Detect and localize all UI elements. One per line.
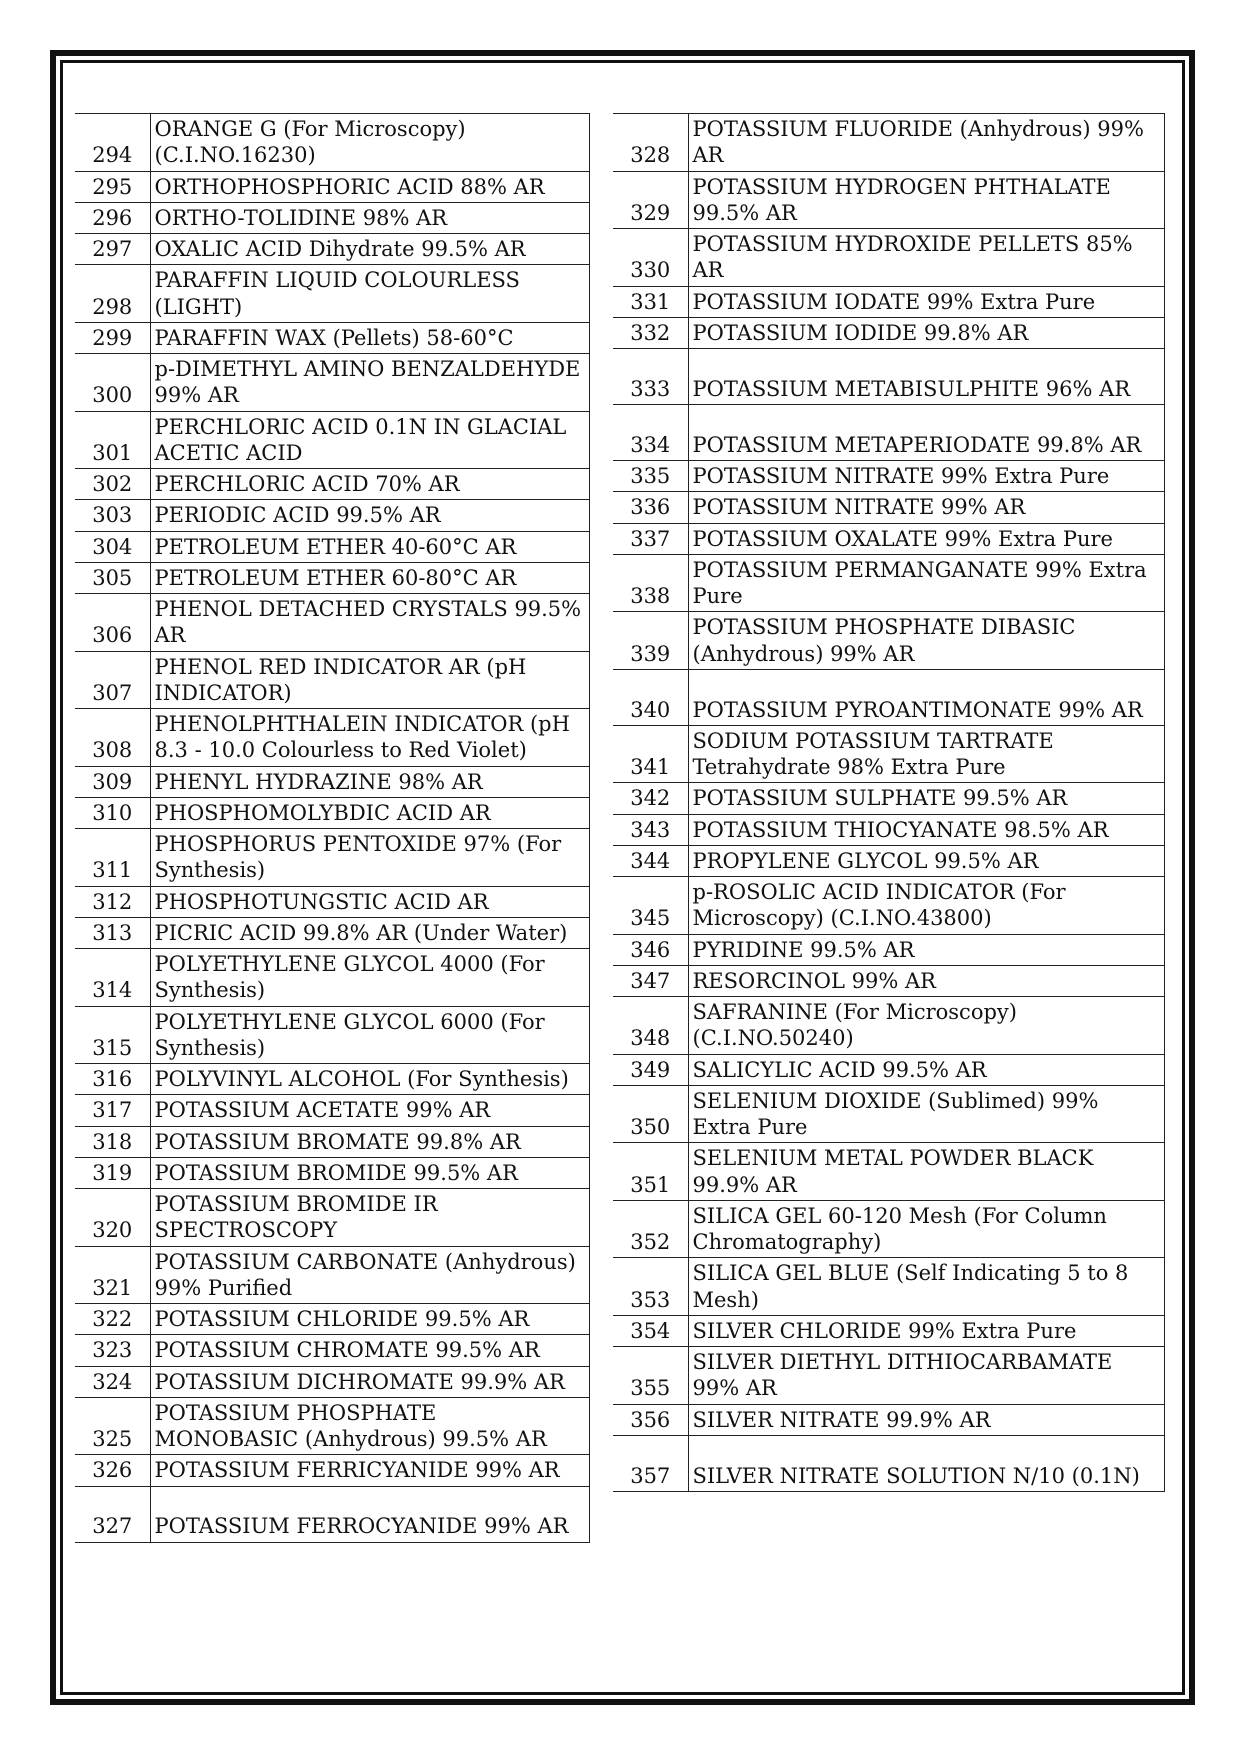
catalog-row — [75, 114, 590, 172]
catalog-row — [75, 1304, 590, 1335]
catalog-row — [613, 1347, 1165, 1405]
catalog-row — [613, 1315, 1165, 1346]
item-name: POTASSIUM SULPHATE 99.5% AR — [688, 783, 1165, 814]
item-name: POTASSIUM METAPERIODATE 99.8% AR — [688, 405, 1165, 461]
item-name: POTASSIUM BROMIDE IR SPECTROSCOPY — [150, 1189, 590, 1247]
item-name: POLYETHYLENE GLYCOL 4000 (For Synthesis) — [150, 949, 590, 1007]
item-number: 343 — [613, 814, 688, 845]
item-number: 333 — [613, 349, 688, 405]
catalog-row — [75, 1397, 590, 1455]
item-number: 337 — [613, 523, 688, 554]
catalog-row — [75, 766, 590, 797]
catalog-row — [75, 949, 590, 1007]
catalog-row — [75, 411, 590, 469]
item-number: 319 — [75, 1157, 150, 1188]
item-number: 325 — [75, 1397, 150, 1455]
catalog-row — [613, 286, 1165, 317]
item-number: 304 — [75, 531, 150, 562]
item-name: PERCHLORIC ACID 0.1N IN GLACIAL ACETIC ACID — [150, 411, 590, 469]
item-number: 324 — [75, 1366, 150, 1397]
item-name: POTASSIUM NITRATE 99% Extra Pure — [688, 461, 1165, 492]
item-name: PARAFFIN WAX (Pellets) 58-60°C — [150, 322, 590, 353]
item-number: 308 — [75, 709, 150, 767]
item-number: 336 — [613, 492, 688, 523]
catalog-row — [613, 934, 1165, 965]
item-number: 310 — [75, 797, 150, 828]
item-number: 318 — [75, 1126, 150, 1157]
catalog-row — [613, 1435, 1165, 1491]
catalog-row — [75, 531, 590, 562]
catalog-row — [75, 1246, 590, 1304]
item-number: 313 — [75, 917, 150, 948]
catalog-row — [613, 997, 1165, 1055]
item-name: SELENIUM METAL POWDER BLACK 99.9% AR — [688, 1143, 1165, 1201]
catalog-row — [613, 1085, 1165, 1143]
item-name: SILVER NITRATE 99.9% AR — [688, 1404, 1165, 1435]
catalog-row — [613, 877, 1165, 935]
item-number: 296 — [75, 202, 150, 233]
item-number: 298 — [75, 265, 150, 323]
item-number: 334 — [613, 405, 688, 461]
item-number: 322 — [75, 1304, 150, 1335]
catalog-row — [75, 322, 590, 353]
item-name: ORANGE G (For Microscopy) (C.I.NO.16230) — [150, 114, 590, 172]
item-name: PERIODIC ACID 99.5% AR — [150, 500, 590, 531]
item-number: 297 — [75, 234, 150, 265]
item-number: 339 — [613, 612, 688, 670]
catalog-row — [75, 234, 590, 265]
item-name: PERCHLORIC ACID 70% AR — [150, 469, 590, 500]
item-name: SELENIUM DIOXIDE (Sublimed) 99% Extra Pure — [688, 1085, 1165, 1143]
item-number: 335 — [613, 461, 688, 492]
item-number: 316 — [75, 1064, 150, 1095]
item-name: POTASSIUM THIOCYANATE 98.5% AR — [688, 814, 1165, 845]
item-name: SAFRANINE (For Microscopy) (C.I.NO.50240) — [688, 997, 1165, 1055]
item-number: 307 — [75, 651, 150, 709]
item-name: p-ROSOLIC ACID INDICATOR (For Microscopy) (C.I.NO.43800) — [688, 877, 1165, 935]
item-name: POTASSIUM OXALATE 99% Extra Pure — [688, 523, 1165, 554]
item-name: POTASSIUM IODIDE 99.8% AR — [688, 317, 1165, 348]
catalog-row — [613, 612, 1165, 670]
catalog-row — [613, 783, 1165, 814]
item-number: 354 — [613, 1315, 688, 1346]
catalog-table-right — [613, 113, 1165, 1492]
item-number: 303 — [75, 500, 150, 531]
item-name: PHOSPHOMOLYBDIC ACID AR — [150, 797, 590, 828]
item-name: POTASSIUM PHOSPHATE MONOBASIC (Anhydrous) 99.5% AR — [150, 1397, 590, 1455]
item-name: PYRIDINE 99.5% AR — [688, 934, 1165, 965]
item-number: 311 — [75, 829, 150, 887]
catalog-row — [613, 1054, 1165, 1085]
item-name: PETROLEUM ETHER 40-60°C AR — [150, 531, 590, 562]
item-name: SODIUM POTASSIUM TARTRATE Tetrahydrate 98% Extra Pure — [688, 725, 1165, 783]
catalog-row — [613, 171, 1165, 229]
catalog-row — [75, 1455, 590, 1486]
catalog-row — [75, 917, 590, 948]
item-number: 321 — [75, 1246, 150, 1304]
item-number: 302 — [75, 469, 150, 500]
catalog-row — [75, 797, 590, 828]
item-name: POTASSIUM NITRATE 99% AR — [688, 492, 1165, 523]
catalog-row — [75, 354, 590, 412]
item-number: 352 — [613, 1200, 688, 1258]
catalog-row — [75, 202, 590, 233]
item-number: 344 — [613, 845, 688, 876]
catalog-row — [75, 1095, 590, 1126]
item-number: 341 — [613, 725, 688, 783]
catalog-row — [613, 492, 1165, 523]
catalog-row — [75, 265, 590, 323]
item-number: 330 — [613, 229, 688, 287]
item-number: 295 — [75, 171, 150, 202]
item-number: 301 — [75, 411, 150, 469]
catalog-row — [75, 1126, 590, 1157]
catalog-row — [75, 1157, 590, 1188]
item-number: 320 — [75, 1189, 150, 1247]
item-name: POTASSIUM IODATE 99% Extra Pure — [688, 286, 1165, 317]
catalog-row — [613, 461, 1165, 492]
item-number: 299 — [75, 322, 150, 353]
catalog-row — [613, 114, 1165, 172]
item-number: 300 — [75, 354, 150, 412]
item-number: 332 — [613, 317, 688, 348]
item-number: 340 — [613, 669, 688, 725]
item-number: 305 — [75, 562, 150, 593]
item-number: 338 — [613, 554, 688, 612]
item-name: PHENOL RED INDICATOR AR (pH INDICATOR) — [150, 651, 590, 709]
item-number: 314 — [75, 949, 150, 1007]
item-name: PHENOLPHTHALEIN INDICATOR (pH 8.3 - 10.0 Colourless to Red Violet) — [150, 709, 590, 767]
item-name: SALICYLIC ACID 99.5% AR — [688, 1054, 1165, 1085]
item-name: POTASSIUM METABISULPHITE 96% AR — [688, 349, 1165, 405]
item-name: ORTHO-TOLIDINE 98% AR — [150, 202, 590, 233]
item-name: PHOSPHORUS PENTOXIDE 97% (For Synthesis) — [150, 829, 590, 887]
catalog-row — [75, 1189, 590, 1247]
catalog-row — [613, 523, 1165, 554]
item-name: SILVER CHLORIDE 99% Extra Pure — [688, 1315, 1165, 1346]
item-name: SILICA GEL 60-120 Mesh (For Column Chromatography) — [688, 1200, 1165, 1258]
item-number: 353 — [613, 1258, 688, 1316]
item-name: POTASSIUM PERMANGANATE 99% Extra Pure — [688, 554, 1165, 612]
item-number: 357 — [613, 1435, 688, 1491]
catalog-row — [613, 669, 1165, 725]
catalog-row — [75, 500, 590, 531]
item-number: 348 — [613, 997, 688, 1055]
item-number: 331 — [613, 286, 688, 317]
item-name: POTASSIUM PHOSPHATE DIBASIC (Anhydrous) 99% AR — [688, 612, 1165, 670]
item-name: PETROLEUM ETHER 60-80°C AR — [150, 562, 590, 593]
item-number: 351 — [613, 1143, 688, 1201]
item-name: POTASSIUM CARBONATE (Anhydrous) 99% Purified — [150, 1246, 590, 1304]
item-name: POTASSIUM FERRICYANIDE 99% AR — [150, 1455, 590, 1486]
catalog-row — [75, 1366, 590, 1397]
item-name: POTASSIUM BROMATE 99.8% AR — [150, 1126, 590, 1157]
catalog-row — [75, 562, 590, 593]
item-name: POTASSIUM ACETATE 99% AR — [150, 1095, 590, 1126]
catalog-row — [613, 965, 1165, 996]
item-name: PHOSPHOTUNGSTIC ACID AR — [150, 886, 590, 917]
item-name: p-DIMETHYL AMINO BENZALDEHYDE 99% AR — [150, 354, 590, 412]
item-name: PICRIC ACID 99.8% AR (Under Water) — [150, 917, 590, 948]
catalog-row — [75, 829, 590, 887]
item-number: 347 — [613, 965, 688, 996]
item-name: POLYVINYL ALCOHOL (For Synthesis) — [150, 1064, 590, 1095]
catalog-row — [613, 554, 1165, 612]
item-number: 346 — [613, 934, 688, 965]
item-name: POLYETHYLENE GLYCOL 6000 (For Synthesis) — [150, 1006, 590, 1064]
item-name: PARAFFIN LIQUID COLOURLESS (LIGHT) — [150, 265, 590, 323]
item-number: 317 — [75, 1095, 150, 1126]
item-name: POTASSIUM BROMIDE 99.5% AR — [150, 1157, 590, 1188]
item-number: 329 — [613, 171, 688, 229]
catalog-row — [613, 405, 1165, 461]
catalog-row — [613, 814, 1165, 845]
item-number: 312 — [75, 886, 150, 917]
item-name: PHENYL HYDRAZINE 98% AR — [150, 766, 590, 797]
catalog-row — [613, 725, 1165, 783]
item-name: PROPYLENE GLYCOL 99.5% AR — [688, 845, 1165, 876]
item-name: SILICA GEL BLUE (Self Indicating 5 to 8 Mesh) — [688, 1258, 1165, 1316]
item-name: SILVER NITRATE SOLUTION N/10 (0.1N) — [688, 1435, 1165, 1491]
catalog-row — [613, 1404, 1165, 1435]
item-name: POTASSIUM CHLORIDE 99.5% AR — [150, 1304, 590, 1335]
catalog-table-left — [75, 113, 590, 1543]
item-number: 315 — [75, 1006, 150, 1064]
catalog-row — [75, 469, 590, 500]
catalog-row — [75, 1006, 590, 1064]
catalog-row — [75, 594, 590, 652]
item-number: 328 — [613, 114, 688, 172]
item-name: POTASSIUM PYROANTIMONATE 99% AR — [688, 669, 1165, 725]
catalog-row — [75, 886, 590, 917]
item-name: POTASSIUM FERROCYANIDE 99% AR — [150, 1486, 590, 1542]
item-number: 350 — [613, 1085, 688, 1143]
item-name: ORTHOPHOSPHORIC ACID 88% AR — [150, 171, 590, 202]
item-name: POTASSIUM FLUORIDE (Anhydrous) 99% AR — [688, 114, 1165, 172]
item-number: 306 — [75, 594, 150, 652]
catalog-row — [75, 1335, 590, 1366]
item-name: RESORCINOL 99% AR — [688, 965, 1165, 996]
item-number: 342 — [613, 783, 688, 814]
catalog-row — [613, 1258, 1165, 1316]
item-name: POTASSIUM HYDROXIDE PELLETS 85% AR — [688, 229, 1165, 287]
item-name: POTASSIUM CHROMATE 99.5% AR — [150, 1335, 590, 1366]
catalog-row — [613, 317, 1165, 348]
item-number: 349 — [613, 1054, 688, 1085]
item-name: POTASSIUM HYDROGEN PHTHALATE 99.5% AR — [688, 171, 1165, 229]
catalog-row — [613, 229, 1165, 287]
item-number: 294 — [75, 114, 150, 172]
item-number: 323 — [75, 1335, 150, 1366]
catalog-row — [613, 1200, 1165, 1258]
catalog-row — [613, 349, 1165, 405]
item-name: PHENOL DETACHED CRYSTALS 99.5% AR — [150, 594, 590, 652]
catalog-row — [613, 1143, 1165, 1201]
item-number: 326 — [75, 1455, 150, 1486]
catalog-row — [75, 1486, 590, 1542]
catalog-row — [75, 651, 590, 709]
item-name: POTASSIUM DICHROMATE 99.9% AR — [150, 1366, 590, 1397]
catalog-row — [75, 1064, 590, 1095]
item-number: 345 — [613, 877, 688, 935]
item-number: 309 — [75, 766, 150, 797]
item-number: 327 — [75, 1486, 150, 1542]
item-name: SILVER DIETHYL DITHIOCARBAMATE 99% AR — [688, 1347, 1165, 1405]
item-number: 355 — [613, 1347, 688, 1405]
catalog-row — [613, 845, 1165, 876]
catalog-row — [75, 709, 590, 767]
catalog-row — [75, 171, 590, 202]
item-number: 356 — [613, 1404, 688, 1435]
item-name: OXALIC ACID Dihydrate 99.5% AR — [150, 234, 590, 265]
